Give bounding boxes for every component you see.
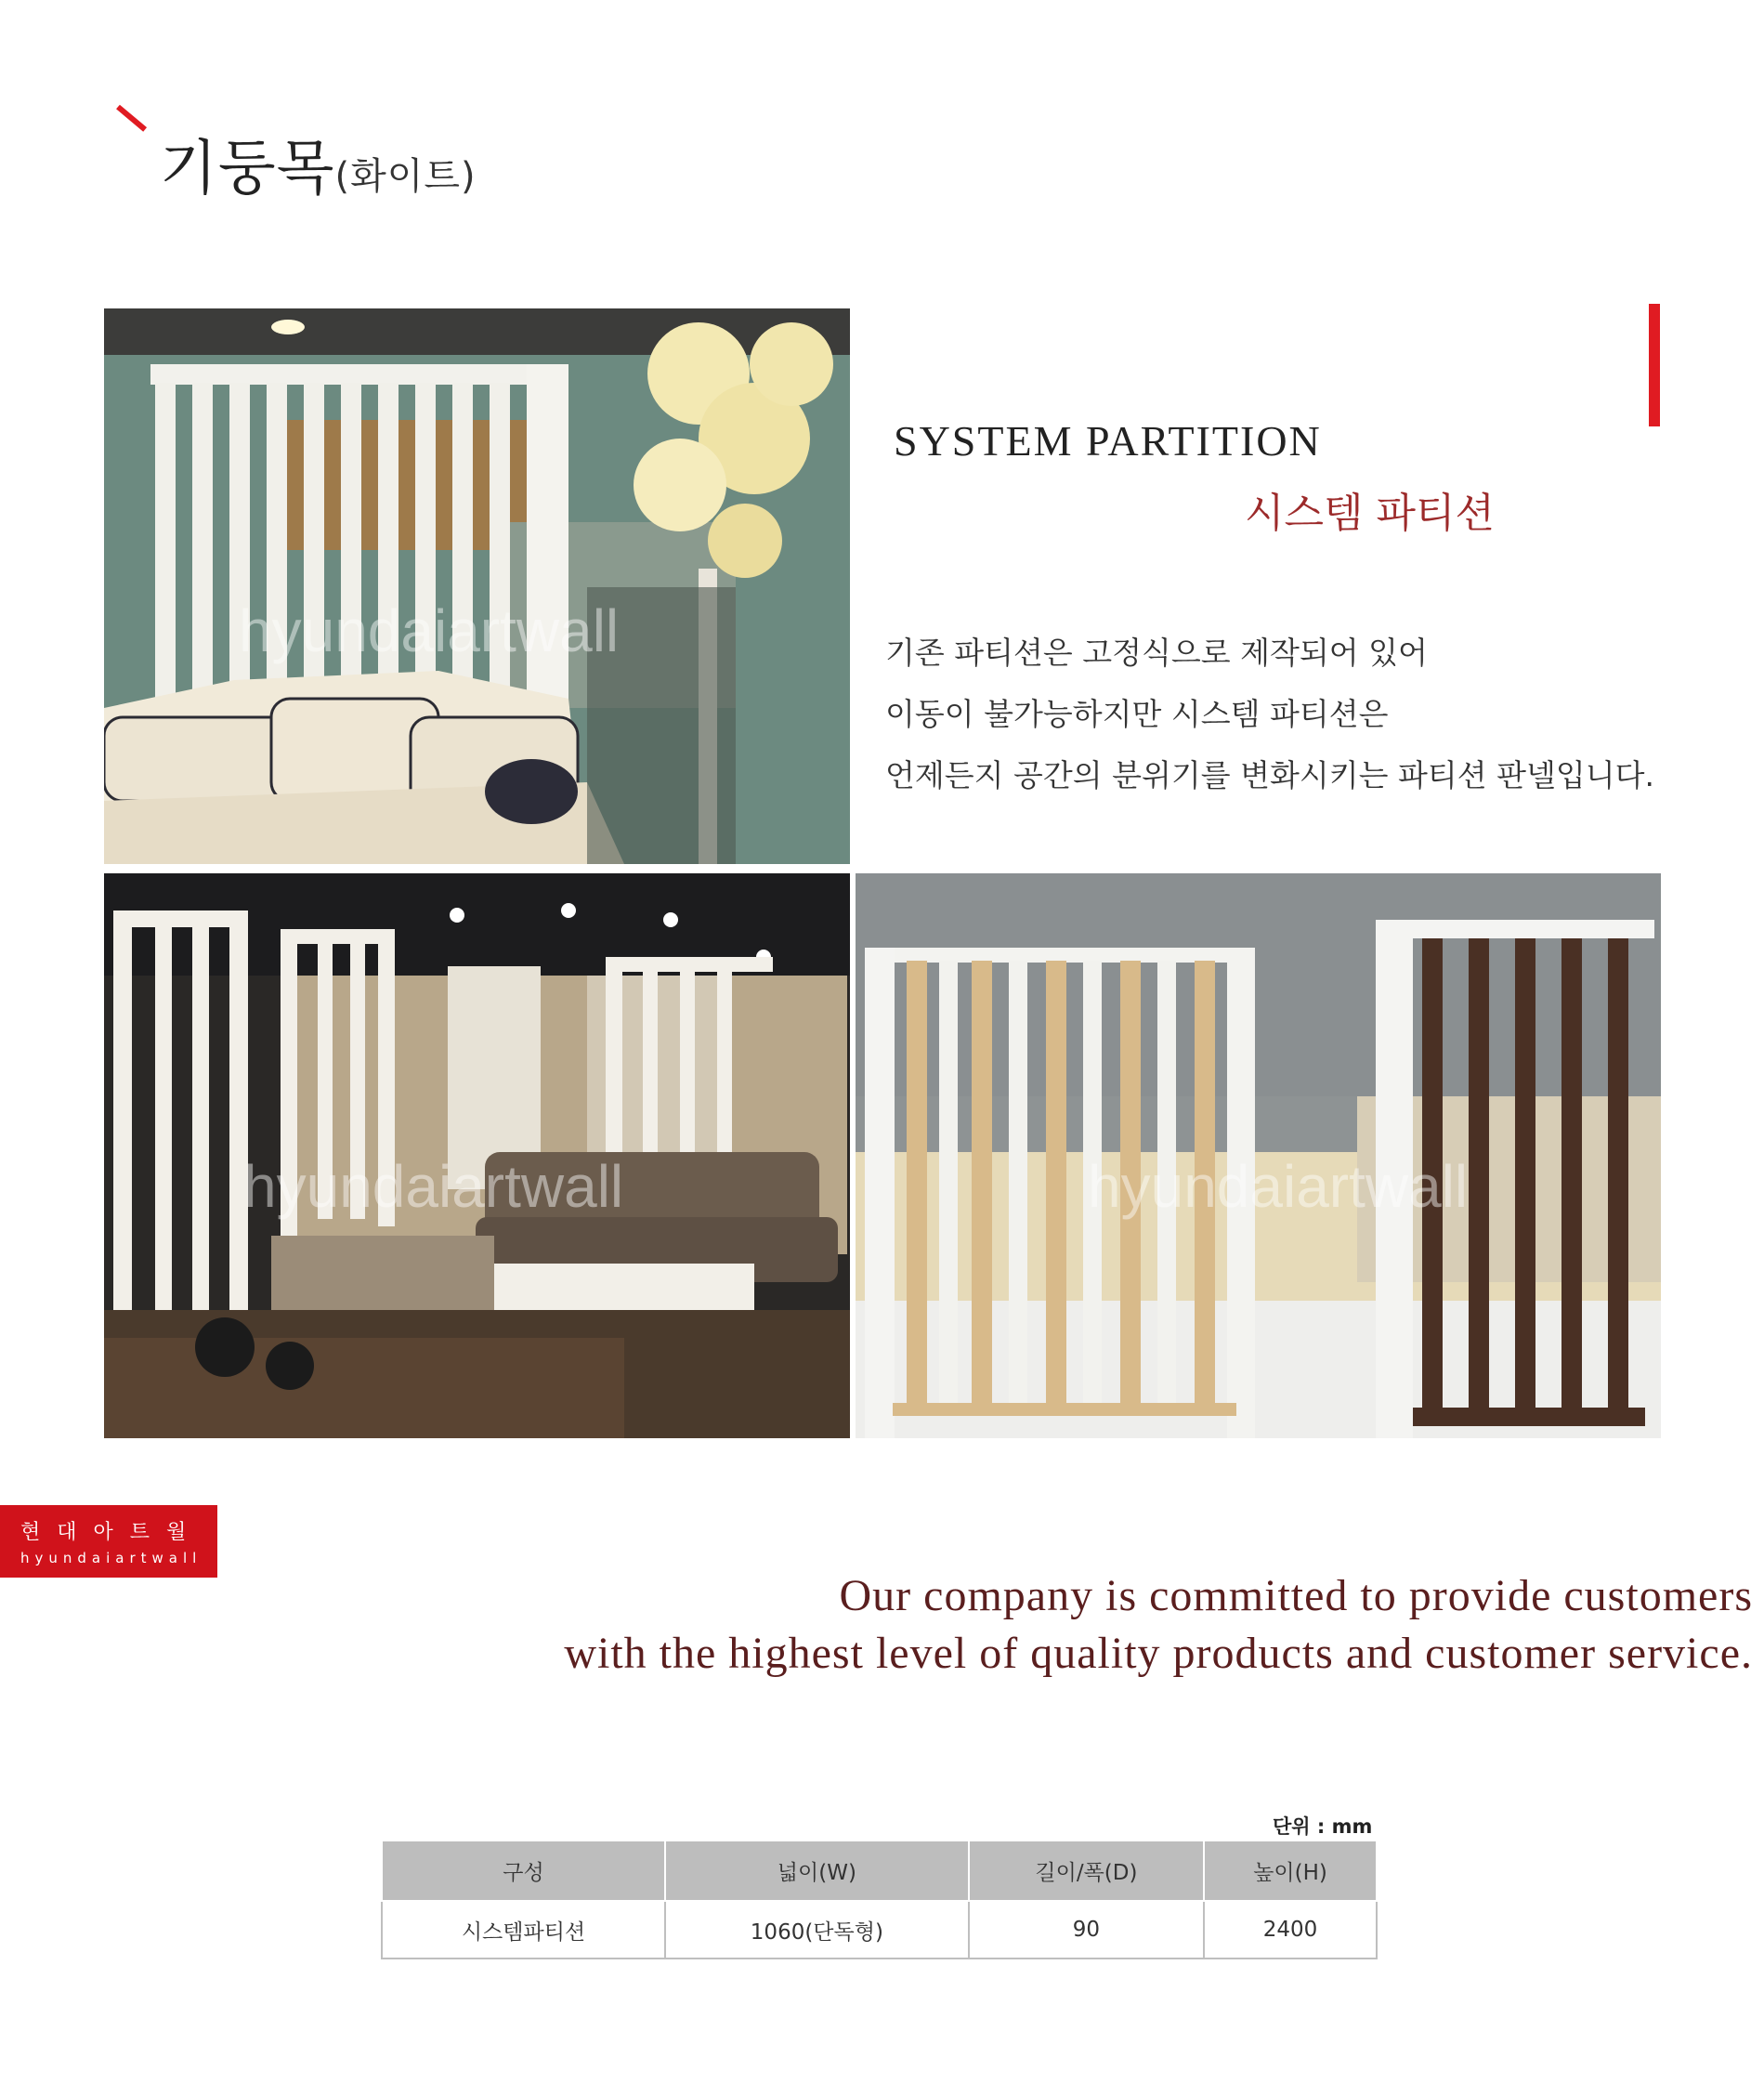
table-header-cell: 넓이(W) [665,1841,969,1901]
system-title-ko: 시스템 파티션 [1245,490,1496,537]
page-subtitle: (화이트) [334,155,477,198]
slogan-line-1: Our company is committed to provide customers [839,1571,1753,1620]
system-description [885,622,1684,806]
system-title-en: SYSTEM PARTITION [894,417,1322,465]
photo-watermark: hyundaiartwall [239,597,620,664]
table-header-cell: 구성 [382,1841,665,1901]
accent-bar [1649,304,1660,426]
table-header-cell: 높이(H) [1204,1841,1377,1901]
table-header-row [382,1841,1377,1901]
photo-living-room-partition [104,308,850,864]
photo-partition-render [856,873,1661,1438]
page-title-text: 기둥목 [160,135,335,203]
company-name-ko: 현대아트월 [20,1521,203,1544]
description-line: 기존 파티션은 고정식으로 제작되어 있어 [885,635,1428,671]
company-badge [0,1505,217,1578]
table-cell: 1060(단독형) [665,1901,969,1959]
description-line: 언제든지 공간의 분위기를 변화시키는 파티션 판넬입니다. [885,757,1655,793]
slogan-line-2: with the highest level of quality products and customer service. [564,1629,1753,1678]
description-line: 이동이 불가능하지만 시스템 파티션은 [885,696,1389,732]
table-cell: 2400 [1204,1901,1377,1959]
page-title [160,135,477,203]
table-header-cell: 길이/폭(D) [969,1841,1204,1901]
spec-table [381,1840,1378,1959]
table-cell: 90 [969,1901,1204,1959]
table-cell: 시스템파티션 [382,1901,665,1959]
table-row [382,1901,1377,1959]
photo-watermark: hyundaiartwall [1088,1153,1469,1220]
unit-label: 단위 : mm [1273,1815,1373,1838]
photo-showroom [104,873,850,1438]
photo-watermark: hyundaiartwall [243,1153,624,1220]
heading-accent-mark [116,105,147,132]
company-name-en: hyundaiartwall [20,1550,203,1566]
